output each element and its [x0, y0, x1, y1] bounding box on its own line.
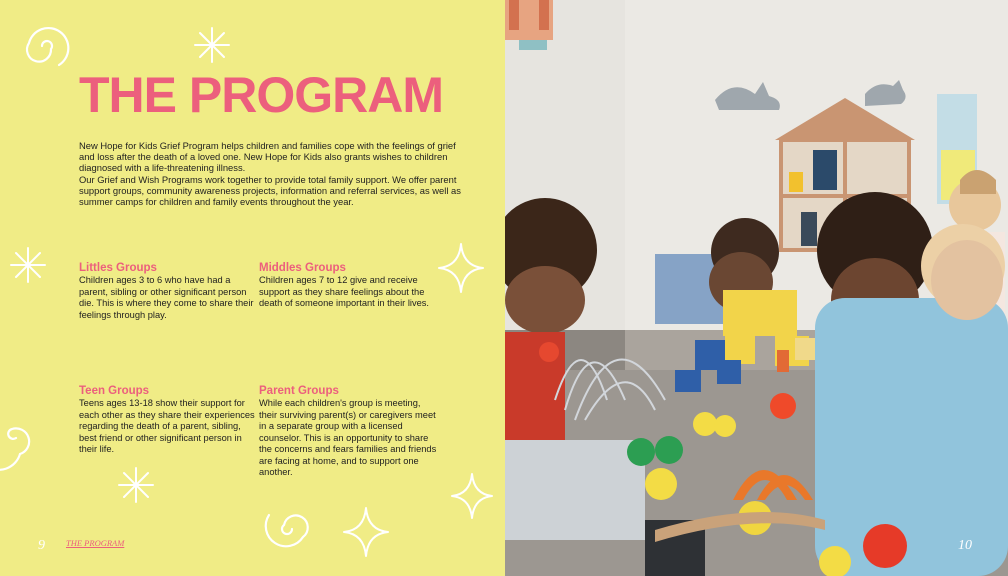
group-description: Teens ages 13-18 show their support for each other as they share their experiences regarding the death of a parent, sibling, best friend or other significant person in their life.	[79, 398, 255, 454]
running-footer: THE PROGRAM	[66, 538, 125, 548]
star-icon	[439, 244, 483, 292]
classroom-photo	[505, 0, 1008, 576]
sparkle-icon	[119, 468, 153, 502]
page-number-left: 9	[38, 538, 45, 553]
swirl-icon	[266, 515, 308, 546]
sparkle-icon	[11, 248, 45, 282]
sparkle-icon	[195, 28, 229, 62]
page-number-right: 10	[958, 538, 972, 553]
teen-groups-section	[79, 385, 259, 456]
group-heading: Teen Groups	[79, 385, 150, 397]
group-heading: Littles Groups	[79, 262, 157, 274]
middles-groups-section	[259, 262, 439, 310]
star-icon	[452, 474, 492, 518]
group-description: While each children's group is meeting, their surviving parent(s) or caregivers meet in a separate group with a licensed counselor. This is an opportunity to share the concerns and fears families and friends are facing at home, and to support one another.	[259, 398, 437, 477]
group-description: Children ages 7 to 12 give and receive support as they share feelings about the death of someone important in their lives.	[259, 275, 430, 308]
swirl-icon	[0, 428, 29, 469]
intro-text	[79, 140, 469, 207]
swirl-icon	[27, 28, 68, 65]
intro-paragraph: New Hope for Kids Grief Program helps children and families cope with the feelings of grief and loss after the death of a loved one. New Hope for Kids also grants wishes to children diagnosed with a life-threatening illness.	[79, 140, 456, 174]
intro-paragraph: Our Grief and Wish Programs work together to provide total family support. We offer parent support groups, community awareness projects, information and referral services, as well as summer camps for children and family events throughout the year.	[79, 173, 461, 208]
parent-groups-section	[259, 385, 439, 479]
star-icon	[344, 508, 388, 556]
group-heading: Parent Groups	[259, 385, 339, 397]
group-heading: Middles Groups	[259, 262, 346, 274]
group-description: Children ages 3 to 6 who have had a parent, sibling or other significant person die. This is where they come to share their feelings through play.	[79, 275, 254, 320]
littles-groups-section	[79, 262, 259, 321]
right-page	[505, 0, 1008, 576]
page-title: THE PROGRAM	[79, 67, 443, 123]
